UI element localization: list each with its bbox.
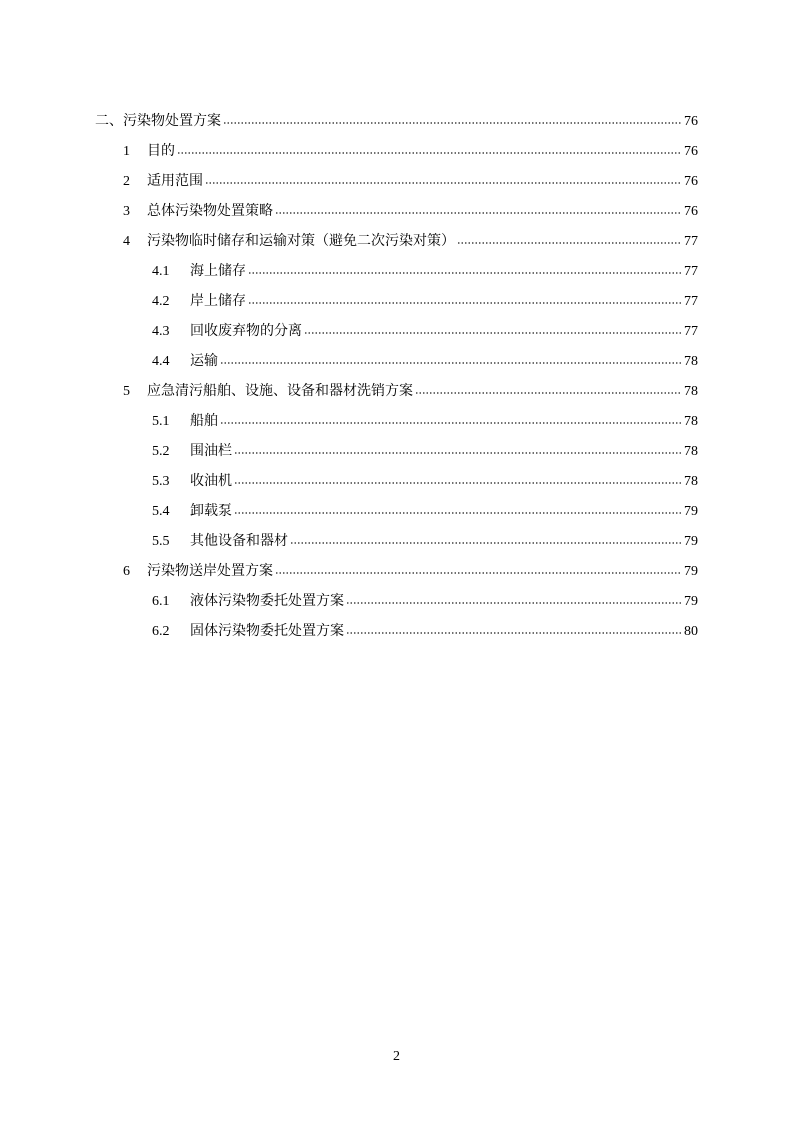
- dot-leader: [457, 242, 682, 244]
- toc-entry-page: 79: [684, 594, 698, 609]
- table-of-contents: [95, 112, 698, 652]
- toc-entry-page: 78: [684, 414, 698, 429]
- toc-entry-page: 79: [684, 534, 698, 549]
- dot-leader: [234, 482, 682, 484]
- toc-entry-number: 5.4: [152, 504, 170, 519]
- dot-leader: [205, 182, 682, 184]
- toc-entry-number: 3: [123, 204, 130, 219]
- toc-entry-page: 76: [684, 114, 698, 129]
- toc-entry[interactable]: [95, 502, 698, 532]
- toc-entry-number: 4.4: [152, 354, 170, 369]
- toc-entry[interactable]: [95, 382, 698, 412]
- toc-entry[interactable]: [95, 622, 698, 652]
- dot-leader: [415, 392, 682, 394]
- toc-entry-page: 76: [684, 144, 698, 159]
- toc-entry-number: 5.2: [152, 444, 170, 459]
- toc-entry-page: 78: [684, 384, 698, 399]
- toc-entry-page: 79: [684, 504, 698, 519]
- toc-entry-title: 总体污染物处置策略: [147, 204, 273, 219]
- toc-entry-title: 岸上储存: [190, 294, 246, 309]
- page-number: 2: [393, 1049, 400, 1064]
- toc-entry-page: 77: [684, 324, 698, 339]
- toc-entry[interactable]: [95, 562, 698, 592]
- toc-entry-title: 适用范围: [147, 174, 203, 189]
- toc-entry-page: 77: [684, 294, 698, 309]
- toc-entry[interactable]: [95, 262, 698, 292]
- toc-entry-title: 二、污染物处置方案: [95, 114, 221, 129]
- toc-entry-number: 4.2: [152, 294, 170, 309]
- toc-entry[interactable]: [95, 442, 698, 472]
- dot-leader: [234, 512, 682, 514]
- toc-entry-page: 80: [684, 624, 698, 639]
- dot-leader: [248, 302, 682, 304]
- toc-entry-title: 卸载泵: [190, 504, 232, 519]
- toc-entry[interactable]: [95, 172, 698, 202]
- toc-entry-title: 回收废弃物的分离: [190, 324, 302, 339]
- toc-entry[interactable]: [95, 142, 698, 172]
- toc-entry-title: 船舶: [190, 414, 218, 429]
- toc-entry-number: 1: [123, 144, 130, 159]
- toc-entry-number: 4.1: [152, 264, 170, 279]
- dot-leader: [220, 422, 682, 424]
- dot-leader: [234, 452, 682, 454]
- toc-entry[interactable]: [95, 322, 698, 352]
- toc-entry-page: 79: [684, 564, 698, 579]
- dot-leader: [275, 572, 682, 574]
- toc-entry[interactable]: [95, 232, 698, 262]
- toc-entry-title: 应急清污船舶、设施、设备和器材洗销方案: [147, 384, 413, 399]
- toc-entry-page: 77: [684, 264, 698, 279]
- toc-entry-number: 2: [123, 174, 130, 189]
- toc-entry-page: 78: [684, 354, 698, 369]
- dot-leader: [248, 272, 682, 274]
- toc-entry[interactable]: [95, 592, 698, 622]
- toc-entry-number: 5: [123, 384, 130, 399]
- toc-entry[interactable]: [95, 352, 698, 382]
- toc-entry-number: 6: [123, 564, 130, 579]
- dot-leader: [346, 602, 682, 604]
- toc-entry-number: 4: [123, 234, 130, 249]
- toc-entry-page: 76: [684, 174, 698, 189]
- toc-entry-number: 5.5: [152, 534, 170, 549]
- toc-entry-number: 6.1: [152, 594, 170, 609]
- toc-entry-title: 收油机: [190, 474, 232, 489]
- toc-entry-page: 78: [684, 444, 698, 459]
- toc-entry[interactable]: [95, 412, 698, 442]
- toc-chapter-entry[interactable]: [95, 112, 698, 142]
- toc-entry-title: 污染物临时储存和运输对策（避免二次污染对策）: [147, 234, 455, 249]
- dot-leader: [177, 152, 682, 154]
- toc-entry[interactable]: [95, 472, 698, 502]
- dot-leader: [220, 362, 682, 364]
- toc-entry-title: 运输: [190, 354, 218, 369]
- toc-entry-number: 5.3: [152, 474, 170, 489]
- toc-entry-title: 围油栏: [190, 444, 232, 459]
- toc-entry-title: 污染物送岸处置方案: [147, 564, 273, 579]
- toc-entry-title: 固体污染物委托处置方案: [190, 624, 344, 639]
- dot-leader: [223, 122, 682, 124]
- toc-entry-title: 海上储存: [190, 264, 246, 279]
- toc-entry-page: 78: [684, 474, 698, 489]
- dot-leader: [304, 332, 682, 334]
- dot-leader: [275, 212, 682, 214]
- toc-entry-number: 5.1: [152, 414, 170, 429]
- toc-entry-title: 液体污染物委托处置方案: [190, 594, 344, 609]
- toc-entry-page: 77: [684, 234, 698, 249]
- toc-entry[interactable]: [95, 292, 698, 322]
- toc-entry-title: 其他设备和器材: [190, 534, 288, 549]
- toc-entry-title: 目的: [147, 144, 175, 159]
- toc-entry[interactable]: [95, 202, 698, 232]
- dot-leader: [290, 542, 682, 544]
- toc-entry-number: 6.2: [152, 624, 170, 639]
- toc-entry-number: 4.3: [152, 324, 170, 339]
- toc-entry[interactable]: [95, 532, 698, 562]
- toc-entry-page: 76: [684, 204, 698, 219]
- dot-leader: [346, 632, 682, 634]
